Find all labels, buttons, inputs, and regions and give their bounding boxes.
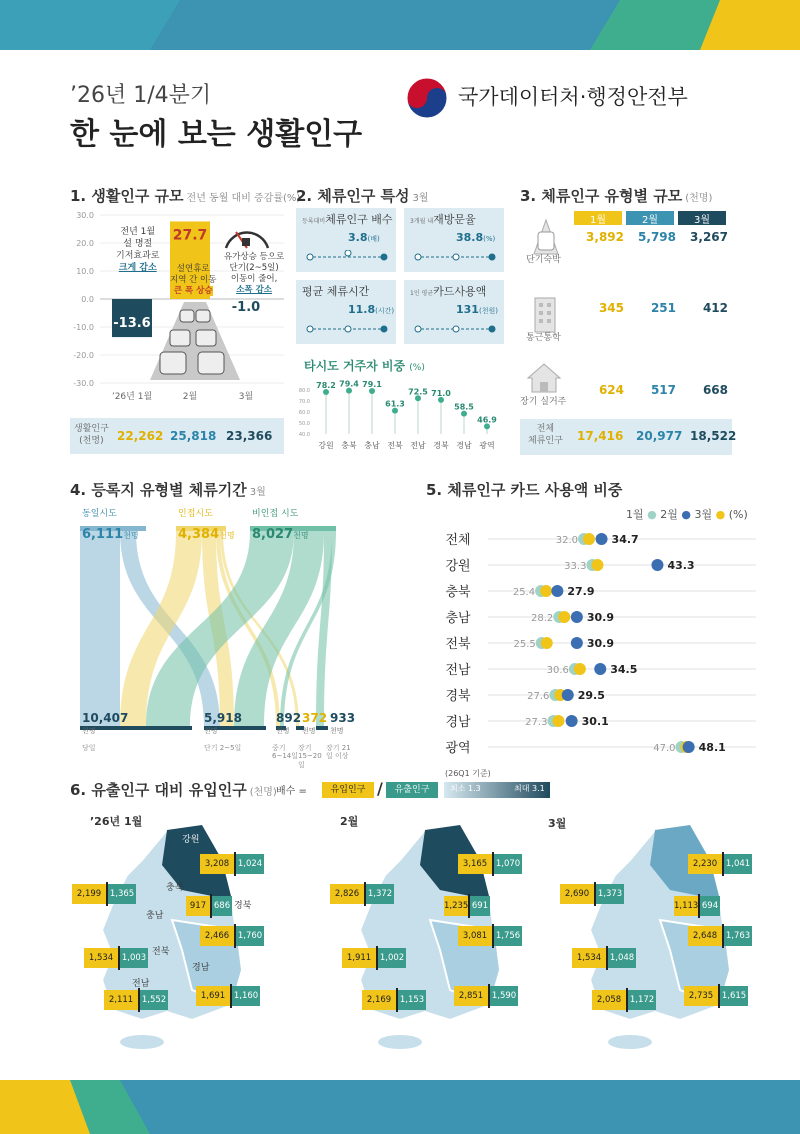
s3-total-label: 전체 체류인구 [528,424,563,446]
s3-value: 624 [598,383,624,397]
s2-xtick: 전북 [387,441,403,450]
traffic-cars-icon [140,300,250,380]
s6-outflow-value: 1,153 [398,990,426,1010]
s1-title: 1. 생활인구 규모 전년 동월 대비 증감률(%) [70,187,301,205]
s3-month-feb: 2월 [626,211,674,225]
s4-title: 4. 등록지 유형별 체류기간 3월 [70,481,266,499]
s4-target-label: 중기 6~14일 [272,744,298,761]
s5-dot-feb [571,637,583,649]
s6-outflow-value: 691 [470,896,490,916]
s6-inflow-value: 3,165 [458,854,492,874]
s5-region: 충북 [445,585,471,600]
s6-scale-note: (26Q1 기준) [445,769,491,778]
s5-dot-feb [571,611,583,623]
s5-dot-chart [426,524,756,770]
s5-value-mar: 29.5 [577,689,605,702]
s5-title: 5. 체류인구 카드 사용액 비중 [426,481,623,499]
house-icon [526,362,562,394]
s2-trend-icon [304,250,390,264]
s5-region: 경북 [445,689,471,704]
s2-trend-icon [304,322,390,336]
s6-inflow-value: 2,169 [362,990,396,1010]
s6-outflow-value: 1,160 [232,986,260,1006]
s2-ytick: 80.0 [298,388,310,394]
s1-row-label: 생활인구 (천명) [74,424,109,446]
s6-inflow-value: 2,826 [330,884,364,904]
s6-outflow-value: 1,048 [608,948,636,968]
s2-ytick: 70.0 [298,399,310,405]
s6-outflow-value: 1,365 [108,884,136,904]
s6-inflow-value: 1,113 [674,896,698,916]
s2-xtick: 충남 [364,441,380,450]
s6-inflow-value: 1,691 [196,986,230,1006]
s1-mar-pop: 23,366 [226,429,273,443]
s5-dot-feb [651,559,663,571]
s1-xtick: 3월 [238,392,254,402]
s6-inflow-value: 2,851 [454,986,488,1006]
s5-value-jan: 27.3 [525,717,548,728]
s6-inflow-value: 1,235 [444,896,468,916]
s1-xtick: 2월 [182,392,198,402]
s2-card: 3개월 내재방문율 38.8(%) [404,208,504,272]
s1-jan-pop: 22,262 [117,429,164,443]
s3-value: 668 [702,383,728,397]
s5-value-jan: 27.6 [527,691,550,702]
s4-target-label: 장기 21일 이상 [326,744,351,761]
s4-target-label: 단기 2~5일 [204,744,242,752]
s5-dot-feb [683,741,695,753]
s6-region-label: 전북 [152,947,170,957]
s2-trend-icon [412,322,498,336]
s5-value-jan: 47.0 [653,743,676,754]
s5-dot-mar [558,611,570,623]
s4-source-value: 4,384천명 [178,527,235,542]
s1-note-jan: 전년 1월 설 명절 기저효과로 크게 감소 [116,227,160,274]
s1-note-feb: 설연휴로 지역 간 이동 큰 폭 상승 [170,264,217,297]
building-icon [528,294,562,334]
s6-outflow-value: 1,172 [628,990,656,1010]
s5-region: 전북 [445,637,471,652]
s1-note-mar: 유가상승 등으로 단기(2~5일) 이동이 줄어, 소폭 감소 [224,252,285,296]
s2-title: 2. 체류인구 특성 3월 [296,187,429,205]
s4-flow [80,531,120,726]
s1-ytick: -10.0 [73,323,94,332]
s2-value-label: 79.4 [339,379,359,389]
s5-value-jan: 25.5 [513,639,536,650]
s2-value-label: 78.2 [316,380,336,390]
s6-outflow-badge: 유출인구 [386,782,438,798]
s5-region: 경남 [445,715,471,730]
s4-target-value: 933 [330,711,356,725]
s2-ytick: 50.0 [298,421,310,427]
s4-source-value: 8,027천명 [252,527,309,542]
s4-source-label: 비인접 시도 [252,509,299,519]
s5-dot-feb [551,585,563,597]
s4-target-label: 장기 15~20일 [298,744,322,769]
s6-outflow-value: 1,590 [490,986,518,1006]
page-title: 한 눈에 보는 생활인구 [70,117,363,152]
s6-region-label: 경남 [192,963,210,973]
s6-inflow-value: 1,534 [572,948,606,968]
s4-target-unit: 천명 [302,727,316,735]
s1-xtick: ’26년 1월 [111,392,153,402]
s6-outflow-value: 1,024 [236,854,264,874]
s2-xtick: 경북 [433,441,449,450]
s2-xtick: 광역 [479,441,495,450]
s4-target-unit: 천명 [330,727,344,735]
s5-value-jan: 30.6 [546,665,569,676]
s1-ytick: 0.0 [81,295,94,304]
s4-source-label: 인접시도 [178,509,213,519]
s2-sub-title: 타시도 거주자 비중 (%) [304,359,425,373]
s1-ytick: 10.0 [76,267,94,276]
s6-map-month: ’26년 1월 [90,815,143,828]
s5-dot-feb [596,533,608,545]
korea-emblem-icon [405,76,449,120]
s2-value-label: 79.1 [362,379,382,389]
s1-ytick: -30.0 [73,379,94,388]
s6-outflow-value: 1,760 [236,926,264,946]
s6-map-month: 2월 [340,815,359,828]
s4-target-unit: 천명 [276,727,290,735]
s5-value-mar: 43.3 [667,559,695,572]
s5-value-mar: 30.9 [586,611,614,624]
s3-month-jan: 1월 [574,211,622,225]
s6-region-label: 전남 [132,979,150,989]
s6-inflow-value: 3,081 [458,926,492,946]
s5-value-mar: 30.1 [581,715,609,728]
s4-target-unit: 천명 [204,727,218,735]
s1-feb-pop: 25,818 [170,429,217,443]
s2-xtick: 경남 [456,441,472,450]
s5-dot-feb [562,689,574,701]
s5-dot-mar [591,559,603,571]
s5-value-jan: 25.4 [512,587,536,598]
s4-target-bar [80,726,192,730]
s5-legend: 1월 ● 2월 ● 3월 ● (%) [626,508,748,521]
s6-outflow-value: 694 [700,896,720,916]
s3-total-feb: 20,977 [636,429,683,443]
s6-inflow-value: 2,058 [592,990,626,1010]
s3-value: 3,892 [586,230,624,244]
s6-outflow-value: 1,041 [724,854,752,874]
s2-value-label: 71.0 [431,388,451,398]
s1-value-label: -13.6 [113,316,151,331]
s6-outflow-value: 1,763 [724,926,752,946]
s6-region-label: 충남 [146,911,164,921]
s5-value-mar: 27.9 [567,585,595,598]
s6-outflow-value: 1,615 [720,986,748,1006]
s1-ytick: 30.0 [76,211,94,220]
s6-inflow-value: 2,199 [72,884,106,904]
s3-row-label: 통근통학 [526,333,561,343]
s3-value: 412 [702,301,728,315]
top-band-decor [0,0,800,50]
s5-region: 충남 [445,611,471,626]
s2-xtick: 충북 [341,441,357,450]
s6-outflow-value: 1,003 [120,948,148,968]
s6-outflow-value: 1,002 [378,948,406,968]
s3-value: 3,267 [690,230,728,244]
s5-value-mar: 34.7 [611,533,639,546]
s3-total-mar: 18,522 [690,429,737,443]
s5-value-jan: 33.3 [564,561,587,572]
s2-value-label: 46.9 [477,415,497,425]
s5-value-jan: 28.2 [531,613,554,624]
report-subtitle: ’26년 1/4분기 [70,83,212,108]
s5-value-mar: 48.1 [698,741,726,754]
s2-lollipop-chart [296,374,501,460]
s5-dot-mar [583,533,595,545]
s5-region: 강원 [445,559,471,574]
s6-outflow-value: 686 [212,896,232,916]
s1-value-label: 27.7 [172,227,208,244]
s6-inflow-value: 1,911 [342,948,376,968]
s4-target-value: 5,918 [204,711,242,725]
s1-ytick: 20.0 [76,239,94,248]
s1-value-label: -1.0 [231,300,261,315]
s6-map-month: 3월 [548,817,567,830]
s2-ytick: 60.0 [298,410,310,416]
s6-inflow-value: 2,111 [104,990,138,1010]
s3-value: 251 [650,301,676,315]
s6-region-label: 강원 [182,835,200,845]
s6-inflow-value: 2,735 [684,986,718,1006]
s3-month-mar: 3월 [678,211,726,225]
s3-row-label: 장기 실거주 [520,397,567,407]
s6-outflow-value: 1,373 [596,884,624,904]
s6-title: 6. 유출인구 대비 유입인구 (천명) [70,781,277,799]
s6-outflow-value: 1,552 [140,990,168,1010]
s5-value-jan: 32.0 [555,535,578,546]
s5-dot-mar [540,585,552,597]
s5-dot-mar [574,663,586,675]
s4-target-bar [316,726,328,730]
s5-dot-mar [552,715,564,727]
s5-region: 전체 [445,533,471,548]
s6-inflow-value: 917 [186,896,210,916]
s4-source-label: 동일시도 [82,509,117,519]
s6-inflow-value: 3,208 [200,854,234,874]
s4-target-unit: 천명 [82,727,96,735]
s6-divider: / [377,779,383,798]
s5-region: 광역 [445,741,471,756]
s4-target-label: 당일 [82,744,96,752]
luggage-icon [524,214,564,258]
s2-xtick: 강원 [318,441,334,450]
s1-ytick: -20.0 [73,351,94,360]
bottom-band-decor [0,1080,800,1134]
s3-row-label: 단기숙박 [526,255,561,265]
s6-outflow-value: 1,372 [366,884,394,904]
s5-value-mar: 30.9 [586,637,614,650]
s2-value-label: 61.3 [385,399,405,409]
s6-region-label: 충북 [166,883,184,893]
s4-target-value: 892 [276,711,302,725]
s2-trend-icon [412,250,498,264]
s6-inflow-value: 2,648 [688,926,722,946]
s6-scale-min: 최소 1.3 [450,784,481,793]
s3-total-jan: 17,416 [577,429,624,443]
fuel-gauge-icon [222,218,272,252]
s6-scale-max: 최대 3.1 [514,784,545,793]
s6-inflow-value: 1,534 [84,948,118,968]
s6-ratio-label: 배수 = [276,786,307,797]
s2-card: 1인 평균카드사용액 131(천원) [404,280,504,344]
org-name: 국가데이터처·행정안전부 [458,85,688,109]
s5-value-mar: 34.5 [610,663,638,676]
s2-value-label: 58.5 [454,402,474,412]
s3-value: 517 [650,383,676,397]
s2-card: 등록대비체류인구 배수 3.8(배) [296,208,396,272]
s5-dot-mar [541,637,553,649]
s6-inflow-value: 2,690 [560,884,594,904]
s2-value-label: 72.5 [408,387,428,397]
s6-outflow-value: 1,756 [494,926,522,946]
s4-target-value: 372 [302,711,328,725]
s5-dot-feb [594,663,606,675]
s3-value: 5,798 [638,230,676,244]
s2-xtick: 전남 [410,441,426,450]
s3-value: 345 [598,301,624,315]
s2-card: 평균 체류시간 11.8(시간) [296,280,396,344]
s3-title: 3. 체류인구 유형별 규모 (천명) [520,187,713,205]
s6-inflow-badge: 유입인구 [322,782,374,798]
s2-ytick: 40.0 [298,432,310,438]
s5-region: 전남 [445,663,471,678]
s4-target-value: 10,407 [82,711,129,725]
s5-dot-feb [566,715,578,727]
s4-source-value: 6,111천명 [82,527,139,542]
s6-inflow-value: 2,230 [688,854,722,874]
s6-inflow-value: 2,466 [200,926,234,946]
s6-region-label: 경북 [234,901,252,911]
s6-outflow-value: 1,070 [494,854,522,874]
